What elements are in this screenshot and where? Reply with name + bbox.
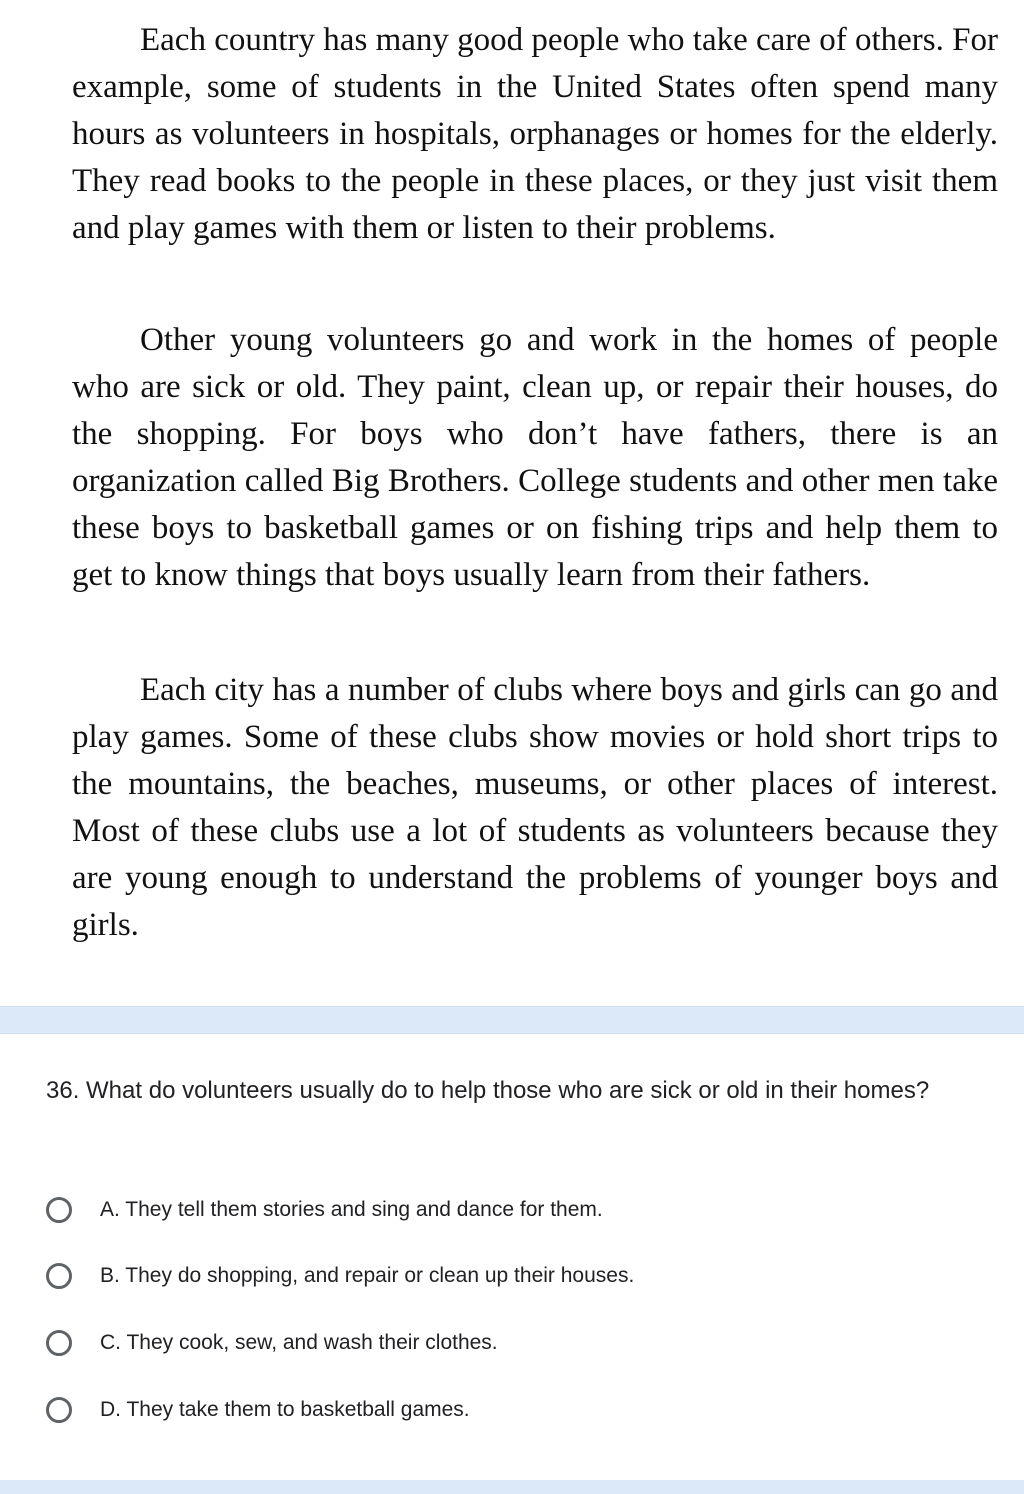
radio-button-icon[interactable] <box>46 1263 72 1289</box>
radio-button-icon[interactable] <box>46 1197 72 1223</box>
radio-button-icon[interactable] <box>46 1330 72 1356</box>
option-c[interactable] <box>46 1323 498 1363</box>
option-label: D. They take them to basketball games. <box>100 1398 470 1421</box>
option-b[interactable] <box>46 1256 634 1296</box>
page-bottom-edge <box>0 1480 1024 1494</box>
question-title: 36. What do volunteers usually do to help those who are sick or old in their homes? <box>46 1077 930 1104</box>
section-divider <box>0 1006 1024 1034</box>
passage-paragraph: Each country has many good people who take care of others. For example, some of students in the United States often spend many hours as volunteers in hospitals, orphanages or homes for the elderly. They read books to the people in these places, or they just visit them and play games with them or listen to their problems. <box>72 22 998 246</box>
question-card <box>6 1034 1024 1480</box>
radio-button-icon[interactable] <box>46 1397 72 1423</box>
passage-paragraph: Each city has a number of clubs where boys and girls can go and play games. Some of these clubs show movies or hold short trips to the mountains, the beaches, museums, or other places of interest. Most of these clubs use a lot of students as volunteers because they are young enough to understand the problems of younger boys and girls. <box>72 672 998 943</box>
option-a[interactable] <box>46 1190 603 1230</box>
option-label: C. They cook, sew, and wash their clothes. <box>100 1331 498 1354</box>
passage-paragraph: Other young volunteers go and work in the homes of people who are sick or old. They paint, clean up, or repair their houses, do the shopping. For boys who don’t have fathers, there is an organization called Big Brothers. College students and other men take these boys to basketball games or on fishing trips and help them to get to know things that boys usually learn from their fathers. <box>72 322 998 593</box>
option-label: B. They do shopping, and repair or clean up their houses. <box>100 1264 635 1287</box>
option-label: A. They tell them stories and sing and dance for them. <box>100 1198 603 1221</box>
option-d[interactable] <box>46 1390 470 1430</box>
